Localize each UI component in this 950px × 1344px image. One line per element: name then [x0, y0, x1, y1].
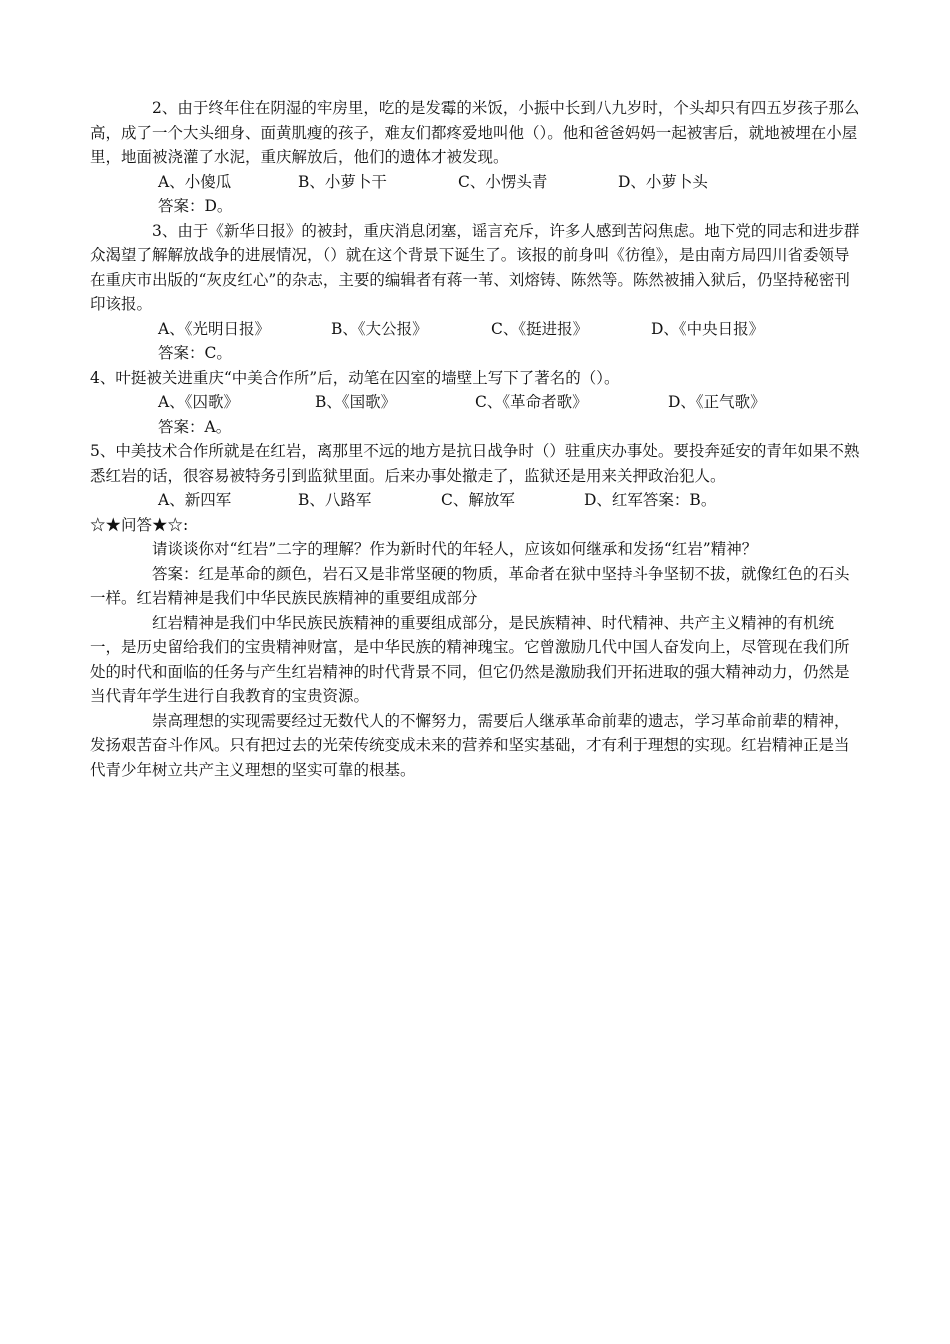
essay-heading: ☆★问答★☆:: [90, 515, 189, 534]
question-3-answer: 答案：C。: [158, 344, 232, 362]
question-2-answer: 答案：D。: [158, 197, 233, 215]
essay-question: 请谈谈你对“红岩”二字的理解？作为新时代的年轻人，应该如何继承和发扬“红岩”精神？: [152, 540, 758, 558]
question-5-stem: 5、中美技术合作所就是在红岩，离那里不远的地方是抗日战争时（）驻重庆办事处。要投奔延安的青年如果不熟悉红岩的话，很容易被特务引到监狱里面。后来办事处撤走了，监狱还是用来关押政治犯人。: [90, 442, 860, 485]
question-4-option-b: B、《国歌》: [315, 393, 397, 411]
question-4-stem: 4、叶挺被关进重庆“中美合作所”后，动笔在囚室的墙壁上写下了著名的（）。: [90, 368, 620, 387]
question-3-option-a: A、《光明日报》: [158, 319, 270, 338]
question-4-option-a: A、《囚歌》: [158, 393, 239, 411]
question-4-option-d: D、《正气歌》: [668, 393, 766, 411]
question-5-options: [90, 488, 860, 513]
essay-paragraph-1: 红岩精神是我们中华民族民族精神的重要组成部分，是民族精神、时代精神、共产主义精神的有机统一，是历史留给我们的宝贵精神财富，是中华民族的精神瑰宝。它曾激励几代中国人奋发向上，尽管现在我们所处的时代和面临的任务与产生红岩精神的时代背景不同，但它仍然是激励我们开拓进取的强大精神动力，仍然是当代青年学生进行自我教育的宝贵资源。: [90, 613, 850, 705]
question-2-stem: 2、由于终年住在阴湿的牢房里，吃的是发霉的米饭，小振中长到八九岁时，个头却只有四五岁孩子那么高，成了一个大头细身、面黄肌瘦的孩子，难友们都疼爱地叫他（）。他和爸爸妈妈一起被害后，就地被埋在小屋里，地面被浇灌了水泥，重庆解放后，他们的遗体才被发现。: [90, 99, 860, 166]
document-body: [90, 96, 860, 782]
question-2-option-c: C、小愣头青: [458, 172, 548, 191]
question-5-option-b: B、八路军: [298, 491, 372, 509]
question-3-option-c: C、《挺进报》: [491, 319, 589, 338]
question-3-option-b: B、《大公报》: [331, 319, 428, 338]
question-5-option-a: A、新四军: [158, 491, 232, 509]
question-3-options: [90, 317, 860, 342]
question-4-options: [90, 390, 860, 415]
question-4-option-c: C、《革命者歌》: [475, 393, 588, 411]
question-2-options: [90, 170, 860, 195]
question-4-answer: 答案：A。: [158, 417, 232, 436]
question-5-option-c: C、解放军: [441, 491, 515, 509]
question-2-option-a: A、小傻瓜: [158, 172, 232, 191]
essay-answer-intro: 答案：红是革命的颜色，岩石又是非常坚硬的物质，革命者在狱中坚持斗争坚韧不拔，就像红色的石头一样。红岩精神是我们中华民族民族精神的重要组成部分: [90, 564, 850, 607]
essay-paragraph-2: 崇高理想的实现需要经过无数代人的不懈努力，需要后人继承革命前辈的遗志，学习革命前辈的精神，发扬艰苦奋斗作风。只有把过去的光荣传统变成未来的营养和坚实基础，才有利于理想的实现。红岩精神正是当代青少年树立共产主义理想的坚实可靠的根基。: [90, 711, 850, 779]
question-2-option-b: B、小萝卜干: [298, 172, 387, 191]
question-5-option-d-and-answer: D、红军答案：B。: [584, 491, 717, 509]
question-3-option-d: D、《中央日报》: [651, 319, 765, 338]
question-3-stem: 3、由于《新华日报》的被封，重庆消息闭塞，谣言充斥，许多人感到苦闷焦虑。地下党的同志和进步群众渴望了解解放战争的进展情况，（）就在这个背景下诞生了。该报的前身叫《彷徨》，是由南方局四川省委领导在重庆市出版的“灰皮红心”的杂志，主要的编辑者有蒋一苇、刘熔铸、陈然等。陈然被捕入狱后，仍坚持秘密刊印该报。: [90, 221, 860, 313]
question-2-option-d: D、小萝卜头: [618, 172, 708, 191]
